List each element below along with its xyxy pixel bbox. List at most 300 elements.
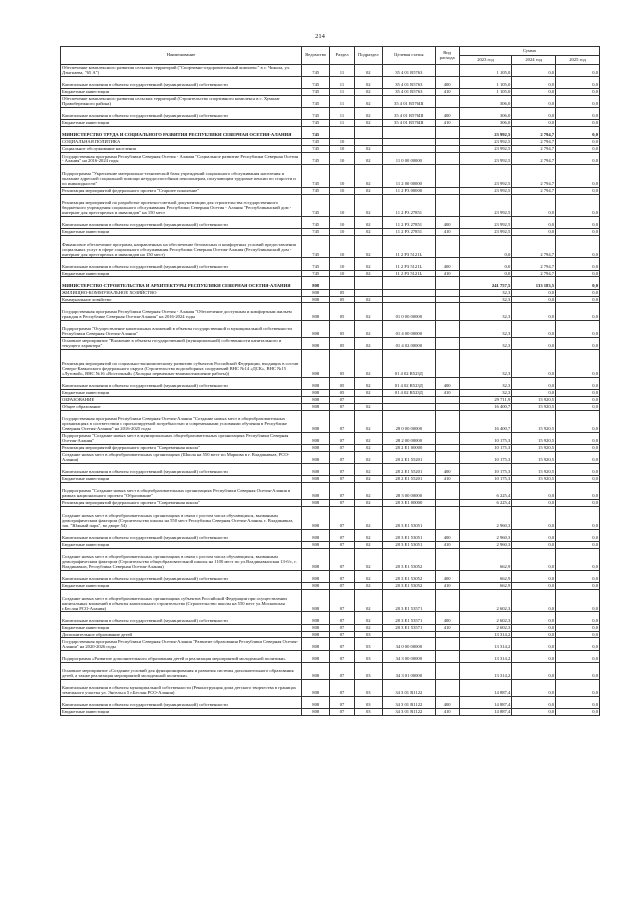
razdel-cell: 10: [330, 187, 354, 194]
vr-cell: 410: [435, 476, 459, 483]
ved-cell: 808: [302, 303, 330, 320]
ved-cell: 808: [302, 483, 330, 500]
sum-2023-cell: 10 175,3: [459, 464, 512, 476]
csr-cell: 28 3 E1 53571: [383, 612, 436, 624]
name-cell: Обеспечение комплексного развития сельских территорий ("Спортивно-оздоровительный комплекс" в с. Чикола, ул. Дзыгкаева, "65 А"): [61, 65, 302, 77]
csr-cell: 28 3 00 00000: [383, 483, 436, 500]
razdel-cell: 07: [330, 709, 354, 716]
table-row: [61, 403, 600, 410]
sum-2023-cell: 23 992,5: [459, 187, 512, 194]
podrazdel-cell: 02: [354, 89, 382, 96]
razdel-cell: 07: [330, 590, 354, 612]
razdel-cell: [330, 277, 354, 289]
sum-2023-cell: 23 992,5: [459, 153, 512, 165]
sum-2024-cell: 0,0: [512, 483, 556, 500]
razdel-cell: 07: [330, 697, 354, 709]
vr-cell: [435, 548, 459, 570]
podrazdel-cell: 02: [354, 541, 382, 548]
table-row: [61, 590, 600, 612]
name-cell: Реализация мероприятий федерального проекта "Старшее поколение": [61, 187, 302, 194]
ved-cell: 745: [302, 217, 330, 229]
csr-cell: [383, 289, 436, 296]
podrazdel-cell: 02: [354, 258, 382, 270]
sum-2025-cell: 0,0: [556, 139, 600, 146]
razdel-cell: 11: [330, 120, 354, 127]
vr-cell: [435, 277, 459, 289]
table-row: [61, 548, 600, 570]
sum-2023-cell: 13 314,2: [459, 662, 512, 679]
podrazdel-cell: [354, 127, 382, 139]
sum-2023-cell: 306,0: [459, 108, 512, 120]
razdel-cell: 07: [330, 483, 354, 500]
name-cell: Бюджетные инвестиции: [61, 389, 302, 396]
podrazdel-cell: 02: [354, 165, 382, 187]
csr-cell: 28 2 E1 00000: [383, 444, 436, 451]
table-row: [61, 127, 600, 139]
sum-2025-cell: 0,0: [556, 476, 600, 483]
csr-cell: 11 2 P3 5121L: [383, 270, 436, 277]
razdel-cell: 05: [330, 350, 354, 378]
name-cell: Капитальные вложения в объекты государственной (муниципальной) собственности: [61, 258, 302, 270]
sum-2024-cell: 15 920,5: [512, 410, 556, 432]
podrazdel-cell: 02: [354, 410, 382, 432]
csr-cell: 35 4 01 R576Ш: [383, 108, 436, 120]
table-row: [61, 483, 600, 500]
table-row: [61, 270, 600, 277]
table-row: [61, 120, 600, 127]
sum-2023-cell: 23 992,5: [459, 229, 512, 236]
sum-2024-cell: 0,0: [512, 194, 556, 216]
ved-cell: 808: [302, 624, 330, 631]
name-cell: ОБРАЗОВАНИЕ: [61, 396, 302, 403]
ved-cell: 745: [302, 153, 330, 165]
header-summa: Сумма: [459, 47, 599, 56]
sum-2023-cell: 2 602,3: [459, 612, 512, 624]
razdel-cell: 07: [330, 396, 354, 403]
sum-2023-cell: 32,3: [459, 389, 512, 396]
sum-2025-cell: 0,0: [556, 236, 600, 258]
sum-2025-cell: 0,0: [556, 709, 600, 716]
name-cell: Государственная программа Республики Северная Осетия - Алания "Обеспечение доступным и комфортным жильем граждан в Республике Северная Осетия-Алания" на 2016-2024 годы: [61, 303, 302, 320]
podrazdel-cell: 02: [354, 270, 382, 277]
vr-cell: [435, 236, 459, 258]
name-cell: Бюджетные инвестиции: [61, 541, 302, 548]
table-row: [61, 631, 600, 638]
vr-cell: 400: [435, 217, 459, 229]
sum-2023-cell: 23 992,5: [459, 139, 512, 146]
ved-cell: 808: [302, 464, 330, 476]
podrazdel-cell: 02: [354, 153, 382, 165]
csr-cell: 28 2 E1 55201: [383, 464, 436, 476]
podrazdel-cell: 02: [354, 217, 382, 229]
vr-cell: 400: [435, 529, 459, 541]
sum-2024-cell: 0,0: [512, 541, 556, 548]
csr-cell: 01 4 02 R523Д: [383, 377, 436, 389]
sum-2023-cell: 2 602,3: [459, 624, 512, 631]
razdel-cell: 07: [330, 583, 354, 590]
table-row: [61, 108, 600, 120]
name-cell: Подпрограмма «Развитие дополнительного образования детей и реализация мероприятий молодежной политики»: [61, 650, 302, 662]
name-cell: Капитальные вложения в объекты государственной (муниципальной) собственности: [61, 77, 302, 89]
vr-cell: [435, 139, 459, 146]
razdel-cell: 07: [330, 650, 354, 662]
sum-2025-cell: 0,0: [556, 631, 600, 638]
sum-2023-cell: 1 105,0: [459, 89, 512, 96]
razdel-cell: 11: [330, 65, 354, 77]
csr-cell: 28 3 E1 53052: [383, 571, 436, 583]
sum-2024-cell: 0,0: [512, 377, 556, 389]
sum-2025-cell: 0,0: [556, 548, 600, 570]
vr-cell: [435, 679, 459, 696]
name-cell: Государственная программа Республики Северная Осетия-Алания "Развитие образования Республики Северная Осетия-Алания" на 2020-2026 годы: [61, 638, 302, 650]
ved-cell: 808: [302, 476, 330, 483]
sum-2023-cell: 662,9: [459, 583, 512, 590]
ved-cell: 745: [302, 194, 330, 216]
sum-2025-cell: 0,0: [556, 500, 600, 507]
sum-2025-cell: 0,0: [556, 650, 600, 662]
sum-2023-cell: 23 992,5: [459, 165, 512, 187]
podrazdel-cell: 02: [354, 236, 382, 258]
csr-cell: 35 4 01 R5763: [383, 65, 436, 77]
vr-cell: [435, 410, 459, 432]
vr-cell: [435, 187, 459, 194]
name-cell: Бюджетные инвестиции: [61, 709, 302, 716]
podrazdel-cell: 02: [354, 590, 382, 612]
vr-cell: [435, 590, 459, 612]
podrazdel-cell: 02: [354, 571, 382, 583]
sum-2023-cell: 2 602,3: [459, 590, 512, 612]
table-row: [61, 638, 600, 650]
csr-cell: 35 4 01 R576Ш: [383, 96, 436, 108]
sum-2024-cell: 0,0: [512, 638, 556, 650]
sum-2024-cell: 2 794,7: [512, 153, 556, 165]
name-cell: Создание новых мест в общеобразовательных организациях субъектов Российской Федерации при осуществлении капитальных вложений в объекты капитального строительства (Строительство школы на 550 мест ул.Московская г.Беслан РСО-Алания): [61, 590, 302, 612]
csr-cell: 34 3 01 R1122: [383, 709, 436, 716]
razdel-cell: 07: [330, 624, 354, 631]
razdel-cell: 07: [330, 529, 354, 541]
sum-2025-cell: 0,0: [556, 108, 600, 120]
vr-cell: 410: [435, 120, 459, 127]
table-row: [61, 476, 600, 483]
name-cell: Капитальные вложения в объекты государственной (муниципальной) собственности: [61, 612, 302, 624]
csr-cell: [383, 127, 436, 139]
ved-cell: 745: [302, 96, 330, 108]
sum-2023-cell: 0,0: [459, 258, 512, 270]
sum-2025-cell: 0,0: [556, 571, 600, 583]
table-row: [61, 153, 600, 165]
ved-cell: 808: [302, 679, 330, 696]
sum-2025-cell: 0,0: [556, 697, 600, 709]
csr-cell: 11 2 P3 27851: [383, 217, 436, 229]
vr-cell: [435, 289, 459, 296]
table-row: [61, 541, 600, 548]
podrazdel-cell: 02: [354, 548, 382, 570]
csr-cell: 28 3 E1 53051: [383, 507, 436, 529]
razdel-cell: 07: [330, 403, 354, 410]
name-cell: ЖИЛИЩНО-КОММУНАЛЬНОЕ ХОЗЯЙСТВО: [61, 289, 302, 296]
sum-2025-cell: 0,0: [556, 217, 600, 229]
csr-cell: 11 2 00 00000: [383, 165, 436, 187]
name-cell: Капитальные вложения в объекты государственной (муниципальной) собственности: [61, 108, 302, 120]
sum-2025-cell: 0,0: [556, 432, 600, 444]
name-cell: Основное мероприятие «Создание условий для функционирования и развития системы дополнительного образования детей, а также реализация мероприятий молодежной политики»: [61, 662, 302, 679]
csr-cell: 01 0 00 00000: [383, 303, 436, 320]
vr-cell: 410: [435, 89, 459, 96]
sum-2025-cell: 0,0: [556, 590, 600, 612]
name-cell: Подпрограмма "Осуществление капитальных вложений в объекты государственной и муниципальной собственности Республики Северная Осетия-Алания": [61, 320, 302, 337]
podrazdel-cell: [354, 396, 382, 403]
name-cell: Основное мероприятие "Вложение в объекты государственной (муниципальной) собственности капитального и текущего характера": [61, 337, 302, 349]
csr-cell: 34 3 00 00000: [383, 650, 436, 662]
name-cell: Капитальные вложения в объекты государственной (муниципальной) собственности: [61, 464, 302, 476]
podrazdel-cell: 02: [354, 377, 382, 389]
csr-cell: 11 2 P3 27851: [383, 229, 436, 236]
sum-2025-cell: 0,0: [556, 612, 600, 624]
sum-2024-cell: 0,0: [512, 108, 556, 120]
name-cell: Бюджетные инвестиции: [61, 476, 302, 483]
vr-cell: [435, 451, 459, 463]
sum-2023-cell: 2 960,3: [459, 507, 512, 529]
sum-2024-cell: 0,0: [512, 350, 556, 378]
sum-2024-cell: 0,0: [512, 507, 556, 529]
sum-2025-cell: 0,0: [556, 146, 600, 153]
table-row: [61, 612, 600, 624]
podrazdel-cell: 02: [354, 464, 382, 476]
csr-cell: [383, 146, 436, 153]
name-cell: Обеспечение комплексного развития сельских территорий (Строительство спортивного комплекса в с. Хумалаг Правобережного района): [61, 96, 302, 108]
sum-2024-cell: 15 920,5: [512, 451, 556, 463]
razdel-cell: 10: [330, 165, 354, 187]
podrazdel-cell: 02: [354, 529, 382, 541]
sum-2025-cell: 0,0: [556, 638, 600, 650]
sum-2025-cell: 0,0: [556, 507, 600, 529]
sum-2023-cell: 16 400,7: [459, 403, 512, 410]
csr-cell: 11 2 P3 5121L: [383, 258, 436, 270]
name-cell: Бюджетные инвестиции: [61, 120, 302, 127]
table-row: [61, 444, 600, 451]
ved-cell: 745: [302, 65, 330, 77]
name-cell: Общее образование: [61, 403, 302, 410]
vr-cell: 400: [435, 612, 459, 624]
sum-2025-cell: 0,0: [556, 350, 600, 378]
razdel-cell: 05: [330, 303, 354, 320]
vr-cell: [435, 127, 459, 139]
razdel-cell: 07: [330, 541, 354, 548]
vr-cell: 410: [435, 709, 459, 716]
csr-cell: [383, 396, 436, 403]
ved-cell: 745: [302, 165, 330, 187]
podrazdel-cell: 02: [354, 194, 382, 216]
header-ved: Ведомство: [302, 47, 330, 65]
name-cell: Реализация мероприятий по разработке проектно-сметной документации для строительства государственного бюджетного учреждения социального обслуживания Республики Северная Осетия - Алания "Республиканский дом - интернат для престарелых и инвалидов" на 150 мест: [61, 194, 302, 216]
header-csr: Целевая статья: [383, 47, 436, 65]
csr-cell: 01 4 02 00000: [383, 337, 436, 349]
sum-2025-cell: 0,0: [556, 389, 600, 396]
table-row: [61, 258, 600, 270]
table-row: [61, 296, 600, 303]
vr-cell: [435, 153, 459, 165]
sum-2025-cell: 0,0: [556, 679, 600, 696]
name-cell: Капитальные вложения в объекты государственной (муниципальной) собственности: [61, 697, 302, 709]
sum-2023-cell: 29 711,9: [459, 396, 512, 403]
sum-2025-cell: 0,0: [556, 624, 600, 631]
table-row: [61, 396, 600, 403]
razdel-cell: 10: [330, 270, 354, 277]
csr-cell: 35 4 01 R5763: [383, 77, 436, 89]
sum-2023-cell: 32,3: [459, 350, 512, 378]
sum-2023-cell: 23 992,5: [459, 146, 512, 153]
ved-cell: 808: [302, 500, 330, 507]
ved-cell: 808: [302, 444, 330, 451]
table-row: [61, 464, 600, 476]
name-cell: Создание новых мест в общеобразовательных организациях (Школа на 550 мест по Маркова в г. Владикавказ, РСО-Алания): [61, 451, 302, 463]
csr-cell: 28 2 E1 55201: [383, 476, 436, 483]
sum-2024-cell: 15 920,5: [512, 396, 556, 403]
table-row: [61, 583, 600, 590]
sum-2025-cell: 0,0: [556, 296, 600, 303]
ved-cell: 808: [302, 697, 330, 709]
sum-2023-cell: 10 175,3: [459, 432, 512, 444]
sum-2025-cell: 0,0: [556, 289, 600, 296]
table-row: [61, 432, 600, 444]
ved-cell: 808: [302, 289, 330, 296]
vr-cell: 400: [435, 464, 459, 476]
razdel-cell: 07: [330, 476, 354, 483]
podrazdel-cell: 02: [354, 146, 382, 153]
sum-2025-cell: 0,0: [556, 583, 600, 590]
csr-cell: 28 3 E1 53051: [383, 541, 436, 548]
table-row: [61, 303, 600, 320]
sum-2025-cell: 0,0: [556, 451, 600, 463]
table-row: [61, 217, 600, 229]
vr-cell: 400: [435, 571, 459, 583]
sum-2023-cell: 0,0: [459, 236, 512, 258]
sum-2024-cell: 15 920,5: [512, 444, 556, 451]
razdel-cell: [330, 127, 354, 139]
sum-2025-cell: 0,0: [556, 187, 600, 194]
vr-cell: [435, 444, 459, 451]
razdel-cell: 07: [330, 451, 354, 463]
vr-cell: 400: [435, 697, 459, 709]
ved-cell: 808: [302, 350, 330, 378]
podrazdel-cell: 02: [354, 320, 382, 337]
table-row: [61, 662, 600, 679]
ved-cell: 808: [302, 410, 330, 432]
vr-cell: [435, 403, 459, 410]
sum-2024-cell: 2 794,7: [512, 187, 556, 194]
ved-cell: 808: [302, 320, 330, 337]
razdel-cell: 05: [330, 337, 354, 349]
sum-2024-cell: 15 920,5: [512, 476, 556, 483]
sum-2024-cell: 0,0: [512, 89, 556, 96]
table-row: [61, 410, 600, 432]
sum-2024-cell: 0,0: [512, 631, 556, 638]
ved-cell: 745: [302, 258, 330, 270]
sum-2024-cell: 0,0: [512, 529, 556, 541]
podrazdel-cell: 02: [354, 583, 382, 590]
table-row: [61, 451, 600, 463]
vr-cell: [435, 194, 459, 216]
razdel-cell: 07: [330, 464, 354, 476]
sum-2024-cell: 15 920,5: [512, 464, 556, 476]
sum-2025-cell: 0,0: [556, 337, 600, 349]
name-cell: Капитальные вложения в объекты государственной (муниципальной) собственности: [61, 529, 302, 541]
razdel-cell: 05: [330, 289, 354, 296]
sum-2023-cell: 32,3: [459, 296, 512, 303]
podrazdel-cell: 02: [354, 187, 382, 194]
podrazdel-cell: 02: [354, 77, 382, 89]
podrazdel-cell: 02: [354, 451, 382, 463]
table-row: [61, 236, 600, 258]
razdel-cell: 07: [330, 679, 354, 696]
vr-cell: [435, 303, 459, 320]
podrazdel-cell: [354, 289, 382, 296]
table-row: [61, 165, 600, 187]
vr-cell: [435, 500, 459, 507]
csr-cell: 35 4 01 R5763: [383, 89, 436, 96]
ved-cell: 808: [302, 389, 330, 396]
ved-cell: 808: [302, 612, 330, 624]
csr-cell: 34 3 01 R1122: [383, 679, 436, 696]
table-row: [61, 709, 600, 716]
podrazdel-cell: 03: [354, 638, 382, 650]
razdel-cell: 07: [330, 507, 354, 529]
sum-2025-cell: 0,0: [556, 96, 600, 108]
sum-2024-cell: 0,0: [512, 679, 556, 696]
sum-2024-cell: 0,0: [512, 548, 556, 570]
name-cell: Бюджетные инвестиции: [61, 583, 302, 590]
name-cell: Коммунальное хозяйство: [61, 296, 302, 303]
csr-cell: [383, 403, 436, 410]
razdel-cell: 07: [330, 548, 354, 570]
sum-2023-cell: 32,3: [459, 303, 512, 320]
ved-cell: 808: [302, 529, 330, 541]
name-cell: Дополнительное образование детей: [61, 631, 302, 638]
csr-cell: 28 2 E1 55201: [383, 451, 436, 463]
sum-2025-cell: 0,0: [556, 277, 600, 289]
podrazdel-cell: 02: [354, 507, 382, 529]
razdel-cell: 11: [330, 89, 354, 96]
vr-cell: 410: [435, 583, 459, 590]
sum-2024-cell: 0,0: [512, 709, 556, 716]
sum-2024-cell: 0,0: [512, 303, 556, 320]
sum-2023-cell: 2 960,3: [459, 529, 512, 541]
name-cell: Капитальные вложения в объекты государственной (муниципальной) собственности: [61, 571, 302, 583]
header-name: Наименование: [61, 47, 302, 65]
podrazdel-cell: 02: [354, 444, 382, 451]
sum-2023-cell: 32,3: [459, 337, 512, 349]
sum-2024-cell: 0,0: [512, 320, 556, 337]
csr-cell: 11 2 P3 27851: [383, 194, 436, 216]
podrazdel-cell: 02: [354, 483, 382, 500]
razdel-cell: 07: [330, 500, 354, 507]
razdel-cell: 10: [330, 139, 354, 146]
vr-cell: [435, 662, 459, 679]
sum-2023-cell: 2 960,3: [459, 541, 512, 548]
page-number: 214: [315, 33, 325, 40]
podrazdel-cell: 02: [354, 229, 382, 236]
csr-cell: 28 0 00 00000: [383, 410, 436, 432]
csr-cell: 01 4 00 00000: [383, 320, 436, 337]
razdel-cell: 10: [330, 236, 354, 258]
sum-2024-cell: 0,0: [512, 697, 556, 709]
csr-cell: 01 4 02 R523Д: [383, 350, 436, 378]
sum-2025-cell: 0,0: [556, 320, 600, 337]
header-2023: 2023 год: [459, 56, 512, 65]
podrazdel-cell: 03: [354, 697, 382, 709]
ved-cell: 745: [302, 139, 330, 146]
name-cell: Подпрограмма "Создание новых мест в муниципальных общеобразовательных организациях Республики Северная Осетия-Алания": [61, 432, 302, 444]
